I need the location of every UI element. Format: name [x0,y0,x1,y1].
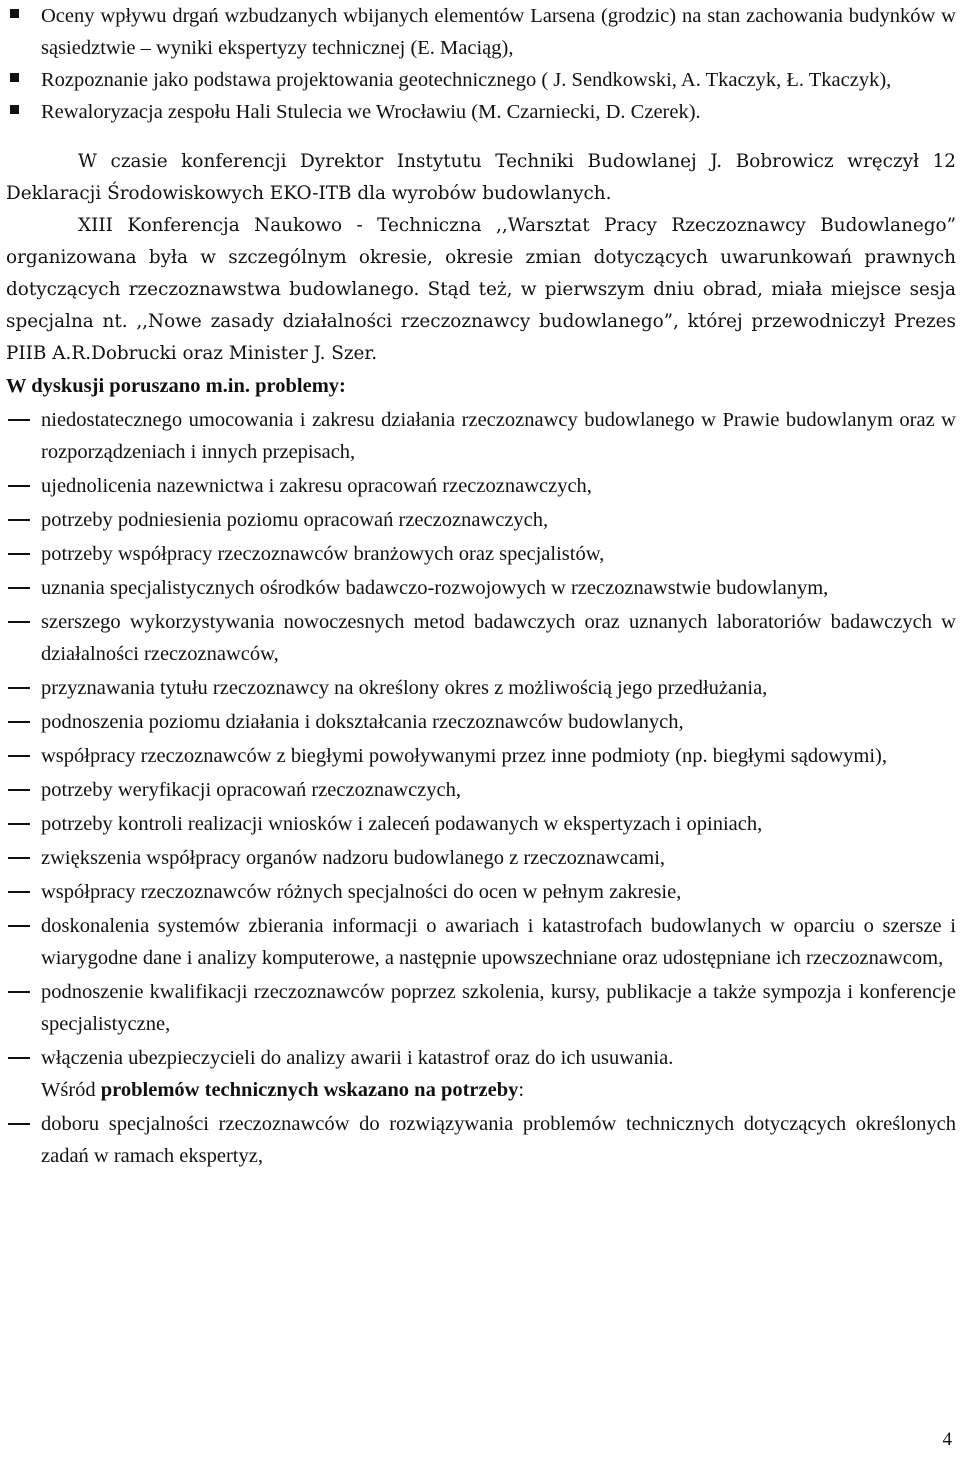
list-item: niedostatecznego umocowania i zakresu działania rzeczoznawcy budowlanego w Prawie budowlanym oraz w rozporządzeniach i innych przepisach, [6,404,956,468]
dash-bullet-icon [8,621,30,623]
list-item: szerszego wykorzystywania nowoczesnych metod badawczych oraz uznanych laboratoriów badawczych w działalności rzeczoznawców, [6,606,956,670]
presentation-list [6,0,956,128]
dash-bullet-icon [8,687,30,689]
list-item: doboru specjalności rzeczoznawców do rozwiązywania problemów technicznych dotyczących określonych zadań w ramach ekspertyz, [6,1108,956,1172]
technical-problems-intro: Wśród problemów technicznych wskazano na potrzeby: [41,1079,525,1101]
list-item: Rozpoznanie jako podstawa projektowania geotechnicznego ( J. Sendkowski, A. Tkaczyk, Ł. Tkaczyk), [6,64,956,96]
dash-bullet-icon [8,857,30,859]
dash-bullet-icon [8,891,30,893]
technical-list [6,1108,956,1172]
list-item: potrzeby podniesienia poziomu opracowań rzeczoznawczych, [6,504,956,536]
dash-bullet-icon [8,419,30,421]
dash-bullet-icon [8,755,30,757]
dash-bullet-icon [8,587,30,589]
list-item: współpracy rzeczoznawców z biegłymi powoływanymi przez inne podmioty (np. biegłymi sądowymi), [6,740,956,772]
list-item: potrzeby współpracy rzeczoznawców branżowych oraz specjalistów, [6,538,956,570]
square-bullet-icon [10,105,19,114]
dash-bullet-icon [8,991,30,993]
list-item: Rewaloryzacja zespołu Hali Stulecia we Wrocławiu (M. Czarniecki, D. Czerek). [6,96,956,128]
list-item: potrzeby weryfikacji opracowań rzeczoznawczych, [6,774,956,806]
list-item: podnoszenia poziomu działania i dokształcania rzeczoznawców budowlanych, [6,706,956,738]
dash-bullet-icon [8,1123,30,1125]
paragraph-conference: XIII Konferencja Naukowo - Techniczna ,,Warsztat Pracy Rzeczoznawcy Budowlanego” organizowana była w szczególnym okresie, okresie zmian dotyczących uwarunkowań prawnych dotyczących rzeczoznawstwa budowlanego. Stąd też, w pierwszym dniu obrad, miała miejsce sesja specjalna nt. ,,Nowe zasady działalności rzeczoznawcy budowlanego”, której przewodniczył Prezes PIIB A.R.Dobrucki oraz Minister J. Szer. [6,215,956,364]
discussion-heading: W dyskusji poruszano m.in. problemy: [6,375,346,397]
discussion-list [6,404,956,1074]
list-item: przyznawania tytułu rzeczoznawcy na określony okres z możliwością jego przedłużania, [6,672,956,704]
page-number: 4 [942,1429,952,1450]
list-item: potrzeby kontroli realizacji wniosków i zaleceń podawanych w ekspertyzach i opiniach, [6,808,956,840]
dash-bullet-icon [8,721,30,723]
dash-bullet-icon [8,789,30,791]
paragraph-declarations: W czasie konferencji Dyrektor Instytutu Techniki Budowlanej J. Bobrowicz wręczył 12 Deklaracji Środowiskowych EKO-ITB dla wyrobów budowlanych. [6,151,956,204]
square-bullet-icon [10,73,19,82]
dash-bullet-icon [8,519,30,521]
list-item: podnoszenie kwalifikacji rzeczoznawców poprzez szkolenia, kursy, publikacje a także sympozja i konferencje specjalistyczne, [6,976,956,1040]
dash-bullet-icon [8,823,30,825]
square-bullet-icon [10,9,19,18]
dash-bullet-icon [8,1057,30,1059]
list-item: włączenia ubezpieczycieli do analizy awarii i katastrof oraz do ich usuwania. [6,1042,956,1074]
list-item: uznania specjalistycznych ośrodków badawczo-rozwojowych w rzeczoznawstwie budowlanym, [6,572,956,604]
dash-bullet-icon [8,925,30,927]
list-item: Oceny wpływu drgań wzbudzanych wbijanych elementów Larsena (grodzic) na stan zachowania budynków w sąsiedztwie – wyniki ekspertyzy technicznej (E. Maciąg), [6,0,956,64]
dash-bullet-icon [8,553,30,555]
list-item: ujednolicenia nazewnictwa i zakresu opracowań rzeczoznawczych, [6,470,956,502]
list-item: współpracy rzeczoznawców różnych specjalności do ocen w pełnym zakresie, [6,876,956,908]
list-item: zwiększenia współpracy organów nadzoru budowlanego z rzeczoznawcami, [6,842,956,874]
list-item: doskonalenia systemów zbierania informacji o awariach i katastrofach budowlanych w oparciu o szersze i wiarygodne dane i analizy komputerowe, a następnie upowszechniane oraz udostępniane ich rzeczoznawcom, [6,910,956,974]
dash-bullet-icon [8,485,30,487]
